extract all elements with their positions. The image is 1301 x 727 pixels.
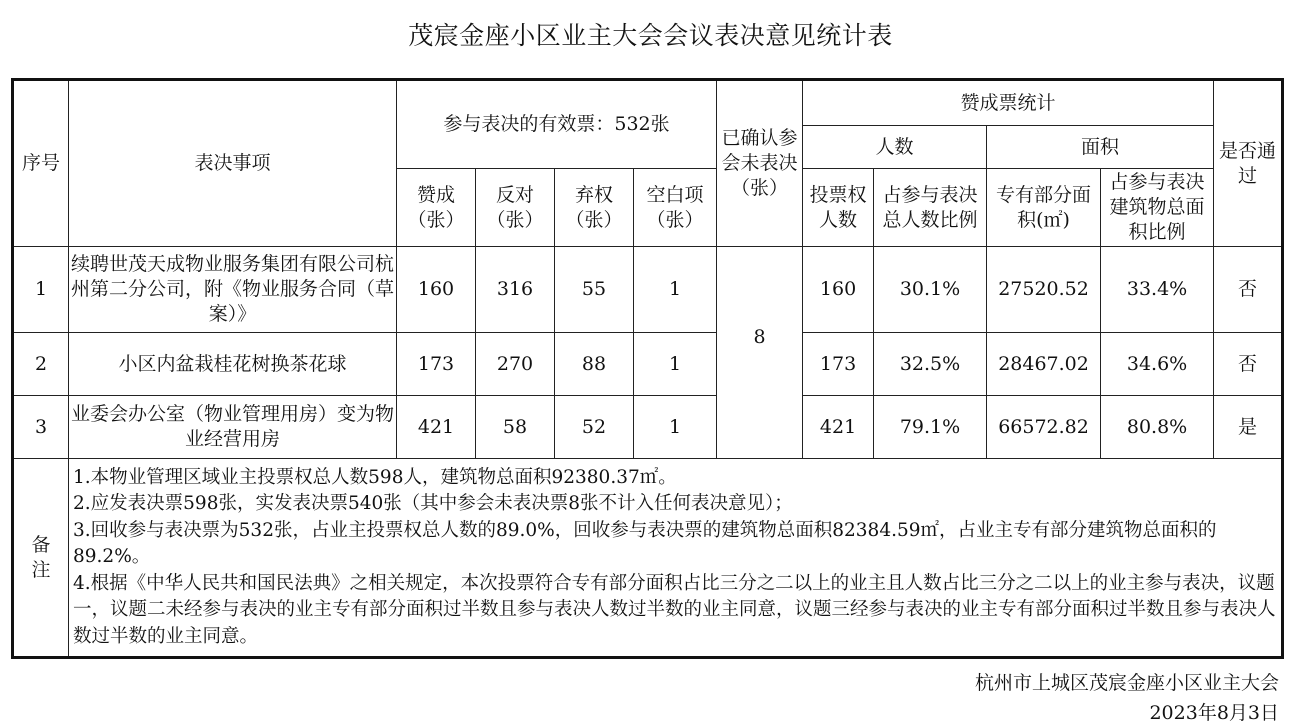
row-area-ratio: 33.4% <box>1101 247 1214 333</box>
row-blank: 1 <box>634 247 717 333</box>
row-favor: 160 <box>397 247 476 333</box>
row-voter-ratio: 32.5% <box>874 333 987 396</box>
row-passed: 是 <box>1214 396 1283 459</box>
note-item: 1.本物业管理区域业主投票权总人数598人，建筑物总面积92380.37㎡。 <box>73 466 677 488</box>
table-row <box>13 333 1283 396</box>
header-persons: 人数 <box>803 126 987 169</box>
row-abstain: 55 <box>555 247 634 333</box>
page-title: 茂宸金座小区业主大会会议表决意见统计表 <box>408 21 893 50</box>
header-voters: 投票权人数 <box>803 169 874 247</box>
row-voter-ratio: 79.1% <box>874 396 987 459</box>
notes-cell <box>69 459 1283 658</box>
note-item: 4.根据《中华人民共和国民法典》之相关规定，本次投票符合专有部分面积占比三分之二以上的业主且人数占比三分之二以上的业主参与表决，议题一，议题二未经参与表决的业主专有部分面积过半数且参与表决人数过半数的业主同意，议题三经参与表决的业主专有部分面积过半数且参与表决人数过半数的业主同意。 <box>73 572 1276 647</box>
row-voters: 421 <box>803 396 874 459</box>
row-blank: 1 <box>634 396 717 459</box>
row-abstain: 88 <box>555 333 634 396</box>
header-item: 表决事项 <box>69 80 397 247</box>
row-voters: 160 <box>803 247 874 333</box>
header-blank: 空白项（张） <box>634 169 717 247</box>
header-against: 反对（张） <box>476 169 555 247</box>
row-area: 66572.82 <box>987 396 1101 459</box>
row-favor: 173 <box>397 333 476 396</box>
header-favor: 赞成（张） <box>397 169 476 247</box>
row-seq: 1 <box>13 247 69 333</box>
footer-organization: 杭州市上城区茂宸金座小区业主大会 <box>974 672 1279 694</box>
notes-row <box>13 459 1283 658</box>
row-blank: 1 <box>634 333 717 396</box>
header-passed: 是否通过 <box>1214 80 1283 247</box>
row-item: 续聘世茂天成物业服务集团有限公司杭州第二分公司，附《物业服务合同（草案）》 <box>69 247 397 333</box>
header-confirmed-absent: 已确认参会未表决（张） <box>717 80 803 247</box>
note-item: 2.应发表决票598张，实发表决票540张（其中参会未表决票8张不计入任何表决意见）； <box>73 493 793 515</box>
row-against: 58 <box>476 396 555 459</box>
row-item: 小区内盆栽桂花树换茶花球 <box>69 333 397 396</box>
header-area-ratio: 占参与表决建筑物总面积比例 <box>1101 169 1214 247</box>
note-item: 3.回收参与表决票为532张，占业主投票权总人数的89.0%，回收参与表决票的建筑物总面积82384.59㎡，占业主专有部分建筑物总面积的89.2%。 <box>73 519 1217 568</box>
row-item: 业委会办公室（物业管理用房）变为物业经营用房 <box>69 396 397 459</box>
row-area-ratio: 34.6% <box>1101 333 1214 396</box>
header-valid-votes: 参与表决的有效票：532张 <box>397 80 717 169</box>
notes-label: 备注 <box>13 459 69 658</box>
row-seq: 3 <box>13 396 69 459</box>
row-passed: 否 <box>1214 247 1283 333</box>
header-area-value: 专有部分面积(㎡) <box>987 169 1101 247</box>
footer-date: 2023年8月3日 <box>1149 702 1279 724</box>
row-voters: 173 <box>803 333 874 396</box>
row-seq: 2 <box>13 333 69 396</box>
header-voter-ratio: 占参与表决总人数比例 <box>874 169 987 247</box>
header-abstain: 弃权（张） <box>555 169 634 247</box>
row-voter-ratio: 30.1% <box>874 247 987 333</box>
row-area: 28467.02 <box>987 333 1101 396</box>
row-area: 27520.52 <box>987 247 1101 333</box>
row-abstain: 52 <box>555 396 634 459</box>
table-row <box>13 396 1283 459</box>
row-area-ratio: 80.8% <box>1101 396 1214 459</box>
row-favor: 421 <box>397 396 476 459</box>
vote-statistics-table <box>11 78 1284 659</box>
row-against: 316 <box>476 247 555 333</box>
header-seq: 序号 <box>13 80 69 247</box>
table-row <box>13 247 1283 333</box>
header-area: 面积 <box>987 126 1214 169</box>
row-against: 270 <box>476 333 555 396</box>
confirmed-absent-value: 8 <box>717 247 803 459</box>
header-favor-stats: 赞成票统计 <box>803 80 1214 126</box>
row-passed: 否 <box>1214 333 1283 396</box>
